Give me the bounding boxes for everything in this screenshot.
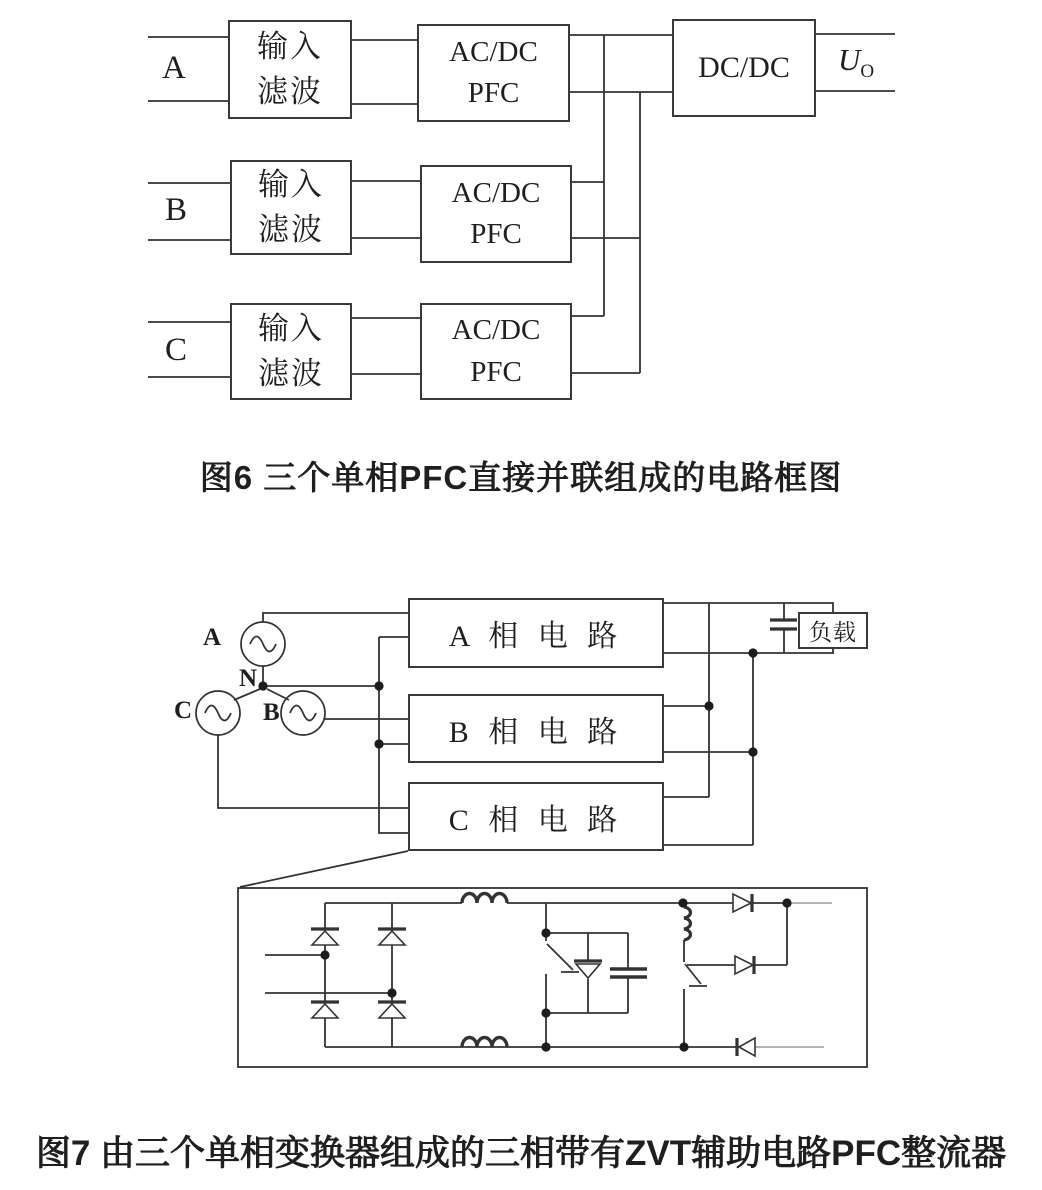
acdc-pfc-block-a: AC/DC PFC — [417, 24, 570, 122]
phase-c-circuit-block: C 相 电 路 — [408, 782, 664, 851]
fig6-input-label-c: C — [165, 332, 188, 368]
dc-link-capacitor — [770, 620, 797, 629]
return-diode-icon — [737, 1038, 755, 1056]
fig6-input-label-a: A — [162, 50, 186, 86]
faded-output-rails — [755, 903, 832, 1047]
figure7-caption: 图7 由三个单相变换器组成的三相带有ZVT辅助电路PFC整流器 — [35, 1134, 1007, 1173]
input-filter-label: 输入 — [257, 29, 323, 65]
zoom-indicator-line — [240, 851, 408, 887]
fig6-input-label-b: B — [165, 192, 188, 228]
phase-b-circuit-block: B 相 电 路 — [408, 694, 664, 763]
load-block: 负载 — [798, 612, 868, 649]
boost-inductor-top-icon — [462, 894, 507, 903]
boost-diode-icon — [733, 894, 752, 912]
zvt-aux-diode-icon — [735, 956, 754, 974]
boost-inductor-bottom-icon — [462, 1038, 507, 1048]
detail-circuit-border — [238, 888, 867, 1067]
input-filter-block-b: 输入 滤波 — [230, 160, 352, 255]
snubber-capacitor-icon — [610, 969, 647, 977]
output-voltage-label: $U_O$ — [838, 42, 875, 83]
detail-circuit-wires — [265, 903, 787, 1047]
acdc-pfc-block-c: AC/DC PFC — [420, 303, 572, 400]
acdc-pfc-block-b: AC/DC PFC — [420, 165, 572, 263]
neutral-label: N — [239, 665, 258, 692]
phase-a-circuit-block: A 相 电 路 — [408, 598, 664, 668]
zvt-resonant-inductor-icon — [684, 907, 690, 940]
fig7-source-wires — [218, 613, 408, 833]
input-filter-block-c: 输入 滤波 — [230, 303, 352, 400]
input-filter-block-a: 输入 滤波 — [228, 20, 352, 119]
source-label-b: B — [263, 699, 280, 726]
antiparallel-diode-icon — [574, 961, 602, 978]
dcdc-block: DC/DC — [672, 19, 816, 117]
figure6-caption: 图6 三个单相PFC直接并联组成的电路框图 — [199, 459, 843, 496]
source-label-c: C — [174, 697, 193, 724]
source-label-a: A — [203, 624, 222, 651]
